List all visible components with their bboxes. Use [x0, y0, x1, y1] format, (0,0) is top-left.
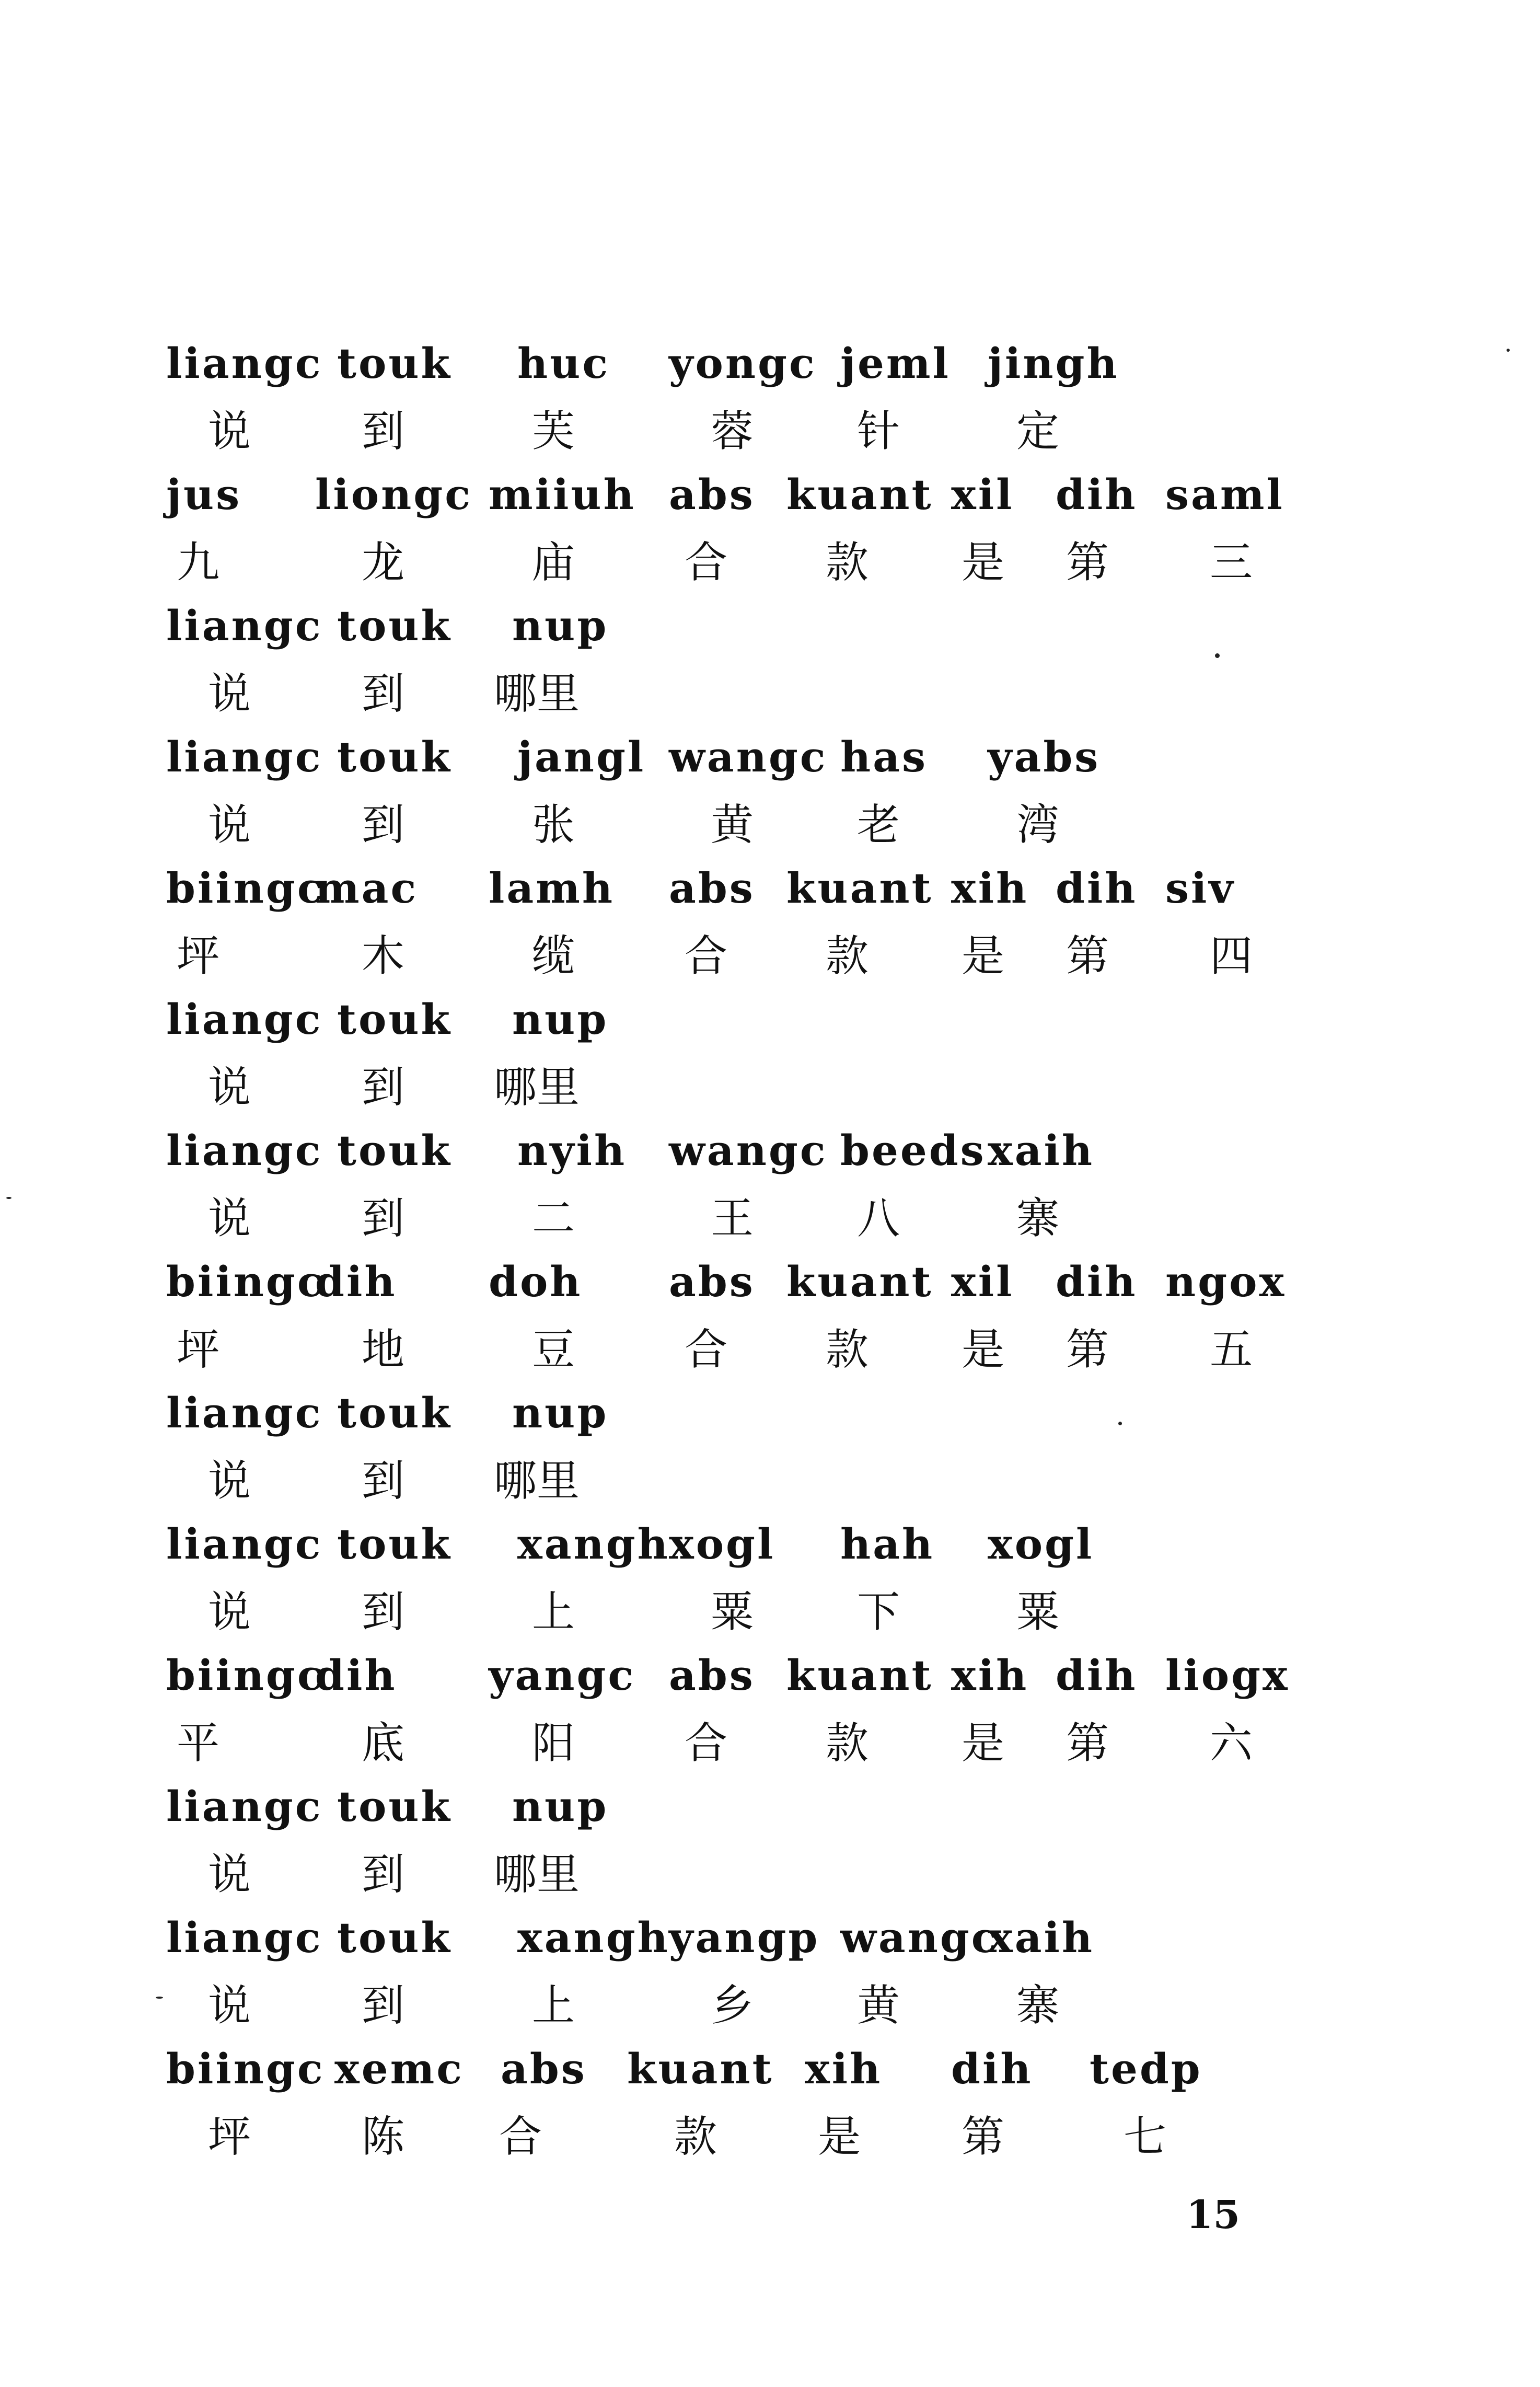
scan-speck — [1215, 653, 1220, 658]
chinese-word: 第 — [1066, 1719, 1109, 1768]
chinese-word: 说 — [208, 1587, 251, 1637]
chinese-word: 合 — [685, 1719, 728, 1768]
romanized-word: dih — [315, 1257, 397, 1306]
chinese-word: 说 — [208, 1850, 251, 1899]
romanized-word: abs — [669, 1651, 755, 1700]
chinese-word: 哪里 — [494, 1063, 580, 1112]
romanized-word: saml — [1165, 470, 1284, 519]
romanized-word: siv — [1165, 863, 1235, 913]
romanized-word: xogl — [988, 1519, 1094, 1569]
chinese-word: 到 — [362, 800, 405, 850]
romanized-word: yangc — [489, 1651, 636, 1700]
chinese-word: 三 — [1210, 538, 1253, 587]
chinese-word: 定 — [1016, 407, 1060, 456]
chinese-word: 合 — [685, 538, 728, 587]
chinese-word: 到 — [362, 407, 405, 456]
chinese-word: 寨 — [1016, 1194, 1060, 1243]
romanized-word: tedp — [1090, 2044, 1202, 2093]
chinese-word: 黄 — [857, 1981, 900, 2031]
romanized-word: jus — [166, 470, 242, 519]
romanized-word: nyih — [517, 1126, 627, 1175]
chinese-word: 是 — [962, 1719, 1005, 1768]
romanized-word: has — [840, 732, 928, 781]
chinese-word: 第 — [1066, 931, 1109, 981]
chinese-word: 到 — [362, 1194, 405, 1243]
romanized-word: xemc — [334, 2044, 464, 2093]
romanized-word: biingc — [166, 2044, 325, 2093]
romanized-word: abs — [669, 863, 755, 913]
chinese-word: 乡 — [711, 1981, 754, 2031]
chinese-word: 第 — [962, 2112, 1005, 2162]
chinese-word: 寨 — [1016, 1981, 1060, 2031]
romanized-word: liangc — [166, 339, 323, 388]
chinese-word: 合 — [685, 931, 728, 981]
romanized-word: liangc — [166, 601, 323, 650]
chinese-word: 到 — [362, 669, 405, 719]
chinese-word: 阳 — [532, 1719, 575, 1768]
chinese-word: 到 — [362, 1981, 405, 2031]
romanized-word: liogx — [1165, 1651, 1290, 1700]
romanized-word: jeml — [840, 339, 951, 388]
romanized-word: xih — [951, 1651, 1029, 1700]
chinese-word: 说 — [208, 1063, 251, 1112]
romanized-word: kuant — [786, 1257, 933, 1306]
romanized-word: liangc — [166, 1126, 323, 1175]
chinese-word: 缆 — [532, 931, 575, 981]
scan-speck — [156, 1997, 163, 1999]
romanized-word: yabs — [988, 732, 1101, 781]
scan-speck — [1507, 349, 1510, 352]
chinese-word: 二 — [532, 1194, 575, 1243]
romanized-word: nup — [512, 995, 609, 1044]
chinese-word: 说 — [208, 800, 251, 850]
chinese-word: 款 — [826, 1325, 869, 1375]
romanized-word: xaih — [988, 1913, 1095, 1962]
chinese-word: 坪 — [208, 2112, 251, 2162]
chinese-word: 合 — [499, 2112, 542, 2162]
chinese-word: 张 — [532, 800, 575, 850]
chinese-word: 到 — [362, 1587, 405, 1637]
romanized-word: touk — [337, 1913, 452, 1962]
chinese-word: 龙 — [362, 538, 405, 587]
romanized-word: biingc — [166, 1651, 325, 1700]
romanized-word: touk — [337, 1126, 452, 1175]
romanized-word: touk — [337, 1388, 452, 1437]
chinese-word: 是 — [818, 2112, 861, 2162]
chinese-word: 蓉 — [711, 407, 754, 456]
chinese-gloss-line — [0, 2112, 1540, 2205]
chinese-word: 坪 — [177, 931, 220, 981]
romanized-word: xangh — [517, 1913, 670, 1962]
romanized-word: xil — [951, 470, 1014, 519]
chinese-word: 芙 — [532, 407, 575, 456]
romanized-word: doh — [489, 1257, 583, 1306]
chinese-word: 上 — [532, 1587, 575, 1637]
romanized-word: mac — [315, 863, 419, 913]
chinese-word: 说 — [208, 1981, 251, 2031]
chinese-word: 陈 — [362, 2112, 405, 2162]
romanized-word: liangc — [166, 1388, 323, 1437]
chinese-word: 哪里 — [494, 1850, 580, 1899]
chinese-word: 合 — [685, 1325, 728, 1375]
scan-speck — [6, 1197, 11, 1199]
chinese-word: 款 — [826, 1719, 869, 1768]
scan-speck — [1118, 1422, 1122, 1425]
chinese-word: 黄 — [711, 800, 754, 850]
romanized-word: touk — [337, 1519, 452, 1569]
romanized-word: wangc — [840, 1913, 999, 1962]
romanized-word: touk — [337, 1782, 452, 1831]
chinese-word: 说 — [208, 407, 251, 456]
romanized-word: nup — [512, 1782, 609, 1831]
chinese-word: 第 — [1066, 1325, 1109, 1375]
romanized-word: touk — [337, 732, 452, 781]
romanized-word: liangc — [166, 1519, 323, 1569]
chinese-word: 第 — [1066, 538, 1109, 587]
chinese-word: 哪里 — [494, 669, 580, 719]
romanized-word: wangc — [669, 732, 828, 781]
romanized-word: miiuh — [489, 470, 636, 519]
romanized-word: xogl — [669, 1519, 775, 1569]
chinese-word: 木 — [362, 931, 405, 981]
romanized-word: ngox — [1165, 1257, 1287, 1306]
chinese-word: 庙 — [532, 538, 575, 587]
chinese-word: 款 — [674, 2112, 717, 2162]
chinese-word: 款 — [826, 538, 869, 587]
romanized-word: dih — [315, 1651, 397, 1700]
romanized-word: xil — [951, 1257, 1014, 1306]
chinese-word: 说 — [208, 1194, 251, 1243]
romanized-word: touk — [337, 995, 452, 1044]
chinese-word: 六 — [1210, 1719, 1253, 1768]
romanized-word: huc — [517, 339, 610, 388]
page-number: 15 — [1186, 2193, 1240, 2238]
romanized-word: xih — [951, 863, 1029, 913]
romanized-word: touk — [337, 339, 452, 388]
chinese-word: 说 — [208, 1456, 251, 1506]
romanized-word: liangc — [166, 732, 323, 781]
romanized-word: liangc — [166, 995, 323, 1044]
chinese-word: 针 — [857, 407, 900, 456]
romanized-word: dih — [1056, 1257, 1138, 1306]
chinese-word: 王 — [711, 1194, 754, 1243]
chinese-word: 五 — [1210, 1325, 1253, 1375]
chinese-word: 四 — [1210, 931, 1253, 981]
romanized-word: dih — [1056, 1651, 1138, 1700]
romanized-word: nup — [512, 1388, 609, 1437]
chinese-word: 是 — [962, 538, 1005, 587]
chinese-word: 八 — [857, 1194, 900, 1243]
romanized-word: hah — [840, 1519, 935, 1569]
chinese-word: 豆 — [532, 1325, 575, 1375]
romanized-word: lamh — [489, 863, 615, 913]
romanized-word: biingc — [166, 863, 325, 913]
chinese-word: 到 — [362, 1850, 405, 1899]
chinese-word: 粟 — [711, 1587, 754, 1637]
romanized-word: yangp — [669, 1913, 820, 1962]
romanized-word: wangc — [669, 1126, 828, 1175]
romanized-word: kuant — [786, 863, 933, 913]
romanized-word: liongc — [315, 470, 472, 519]
romanized-word: dih — [1056, 863, 1138, 913]
chinese-word: 老 — [857, 800, 900, 850]
romanized-word: yongc — [669, 339, 817, 388]
chinese-word: 粟 — [1016, 1587, 1060, 1637]
romanized-word: kuant — [786, 470, 933, 519]
chinese-word: 坪 — [177, 1325, 220, 1375]
chinese-word: 下 — [857, 1587, 900, 1637]
romanized-word: nup — [512, 601, 609, 650]
chinese-word: 平 — [177, 1719, 220, 1768]
romanized-word: touk — [337, 601, 452, 650]
romanized-word: kuant — [627, 2044, 774, 2093]
romanized-word: kuant — [786, 1651, 933, 1700]
chinese-word: 是 — [962, 1325, 1005, 1375]
romanized-word: xaih — [988, 1126, 1095, 1175]
chinese-word: 七 — [1124, 2112, 1167, 2162]
romanized-word: dih — [951, 2044, 1033, 2093]
romanized-word: xih — [805, 2044, 883, 2093]
chinese-word: 湾 — [1016, 800, 1060, 850]
chinese-word: 哪里 — [494, 1456, 580, 1506]
romanized-word: liangc — [166, 1782, 323, 1831]
romanized-word: dih — [1056, 470, 1138, 519]
chinese-word: 底 — [362, 1719, 405, 1768]
romanized-word: jangl — [517, 732, 646, 781]
romanized-word: biingc — [166, 1257, 325, 1306]
romanized-word: abs — [669, 470, 755, 519]
chinese-word: 到 — [362, 1063, 405, 1112]
romanized-word: jingh — [988, 339, 1119, 388]
romanized-word: beeds — [840, 1126, 986, 1175]
romanized-word: abs — [669, 1257, 755, 1306]
chinese-word: 地 — [362, 1325, 405, 1375]
chinese-word: 款 — [826, 931, 869, 981]
romanized-word: abs — [501, 2044, 587, 2093]
chinese-word: 说 — [208, 669, 251, 719]
romanized-word: liangc — [166, 1913, 323, 1962]
chinese-word: 上 — [532, 1981, 575, 2031]
chinese-word: 到 — [362, 1456, 405, 1506]
chinese-word: 是 — [962, 931, 1005, 981]
chinese-word: 九 — [177, 538, 220, 587]
romanized-word: xangh — [517, 1519, 670, 1569]
